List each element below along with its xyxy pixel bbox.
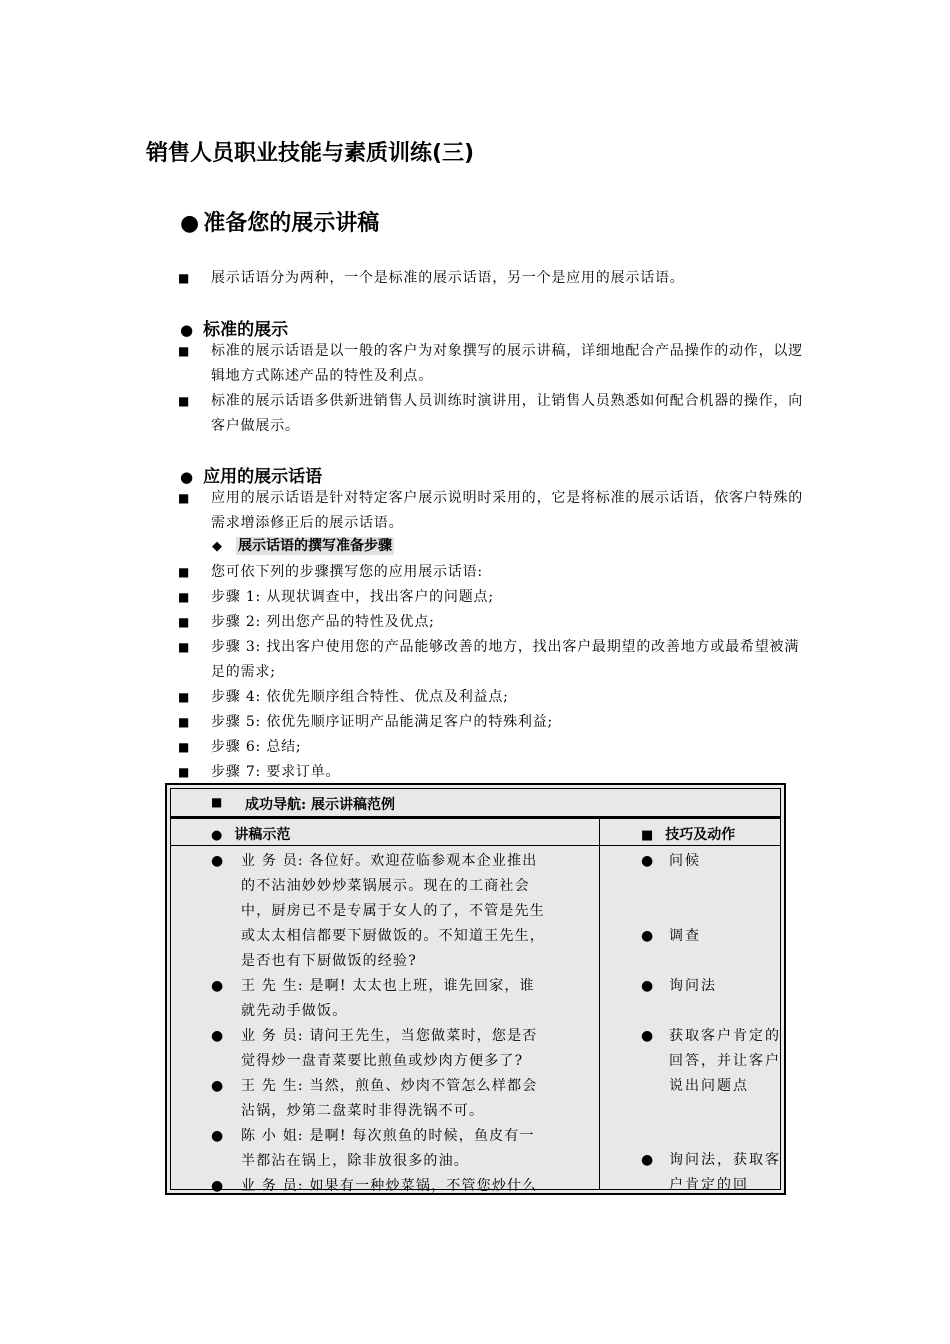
example-table	[165, 783, 786, 1195]
script-line-text: 王 先 生: 是啊! 太太也上班，谁先回家，谁	[241, 978, 535, 994]
step-item	[178, 760, 818, 785]
steps-title	[212, 535, 394, 555]
bullet-icon: ●	[211, 853, 224, 869]
script-line-text: 是否也有下厨做饭的经验?	[241, 953, 417, 969]
tip-text: 询问法，获取客户肯定的回	[669, 1152, 781, 1193]
script-line	[211, 1124, 596, 1149]
bullet-icon: ●	[641, 928, 654, 944]
square-bullet-icon: ■	[178, 394, 190, 408]
script-line-text: 就先动手做饭。	[241, 1003, 348, 1019]
bullet-icon: ●	[211, 1078, 224, 1094]
col-header-script-text: 讲稿示范	[234, 827, 291, 843]
standard-item-text: 标准的展示话语是以一般的客户为对象撰写的展示讲稿，详细地配合产品操作的动作，以逻辑地方式陈述产品的特性及利点。	[211, 343, 803, 384]
bullet-icon: ●	[641, 1028, 654, 1044]
bullet-icon: ●	[180, 321, 194, 339]
bullet-icon: ●	[641, 853, 654, 869]
script-line-text: 陈 小 姐: 是啊! 每次煎鱼的时候，鱼皮有一	[241, 1128, 535, 1144]
script-line	[211, 924, 596, 949]
bullet-icon: ●	[211, 1128, 224, 1144]
bullet-icon: ●	[211, 1028, 224, 1044]
standard-heading	[180, 315, 288, 340]
script-column	[211, 849, 596, 1199]
document-title: 销售人员职业技能与素质训练(三)	[146, 141, 475, 166]
step-text: 步骤 6: 总结;	[211, 739, 302, 755]
applied-item	[178, 486, 818, 536]
square-bullet-icon: ■	[178, 715, 190, 729]
square-bullet-icon: ■	[178, 690, 190, 704]
standard-item-text: 标准的展示话语多供新进销售人员训练时演讲用，让销售人员熟悉如何配合机器的操作，向客户做展示。	[211, 393, 803, 434]
table-title-rule	[171, 816, 780, 819]
square-bullet-icon: ■	[178, 740, 190, 754]
step-text: 步骤 1: 从现状调查中，找出客户的问题点;	[211, 589, 494, 605]
bullet-icon: ●	[641, 1152, 654, 1168]
step-item	[178, 635, 818, 685]
square-bullet-icon: ■	[178, 271, 190, 285]
applied-heading	[180, 462, 322, 487]
column-divider	[599, 819, 600, 1189]
col-header-tips	[641, 824, 735, 844]
tip-text: 获取客户肯定的回答，并让客户说出问题点	[669, 1028, 781, 1094]
script-line	[211, 1149, 596, 1174]
step-item	[178, 585, 818, 610]
step-text: 步骤 7: 要求订单。	[211, 764, 341, 780]
square-bullet-icon: ■	[211, 795, 223, 809]
table-header-rule	[171, 845, 780, 846]
script-line-text: 业 务 员: 如果有一种炒菜锅，不管您炒什么	[241, 1178, 538, 1194]
script-line-text: 半都沾在锅上，除非放很多的油。	[241, 1153, 469, 1169]
tip-item	[641, 974, 781, 999]
square-bullet-icon: ■	[178, 565, 190, 579]
applied-item-text: 应用的展示话语是针对特定客户展示说明时采用的，它是将标准的展示话语，依客户特殊的需求增添修正后的展示话语。	[211, 490, 803, 531]
intro-paragraph	[178, 266, 818, 291]
square-bullet-icon: ■	[178, 491, 190, 505]
intro-text: 展示话语分为两种，一个是标准的展示话语，另一个是应用的展示话语。	[211, 270, 685, 286]
step-item	[178, 735, 818, 760]
script-line	[211, 999, 596, 1024]
section-title	[180, 206, 379, 237]
script-line	[211, 1174, 596, 1199]
script-line	[211, 974, 596, 999]
script-line	[211, 849, 596, 874]
script-line	[211, 949, 596, 974]
step-text: 步骤 5: 依优先顺序证明产品能满足客户的特殊利益;	[211, 714, 554, 730]
tip-item	[641, 924, 781, 949]
square-bullet-icon: ■	[178, 590, 190, 604]
script-line-text: 中，厨房已不是专属于女人的了，不管是先生	[241, 903, 545, 919]
tip-text: 询问法	[669, 978, 717, 994]
standard-item	[178, 339, 818, 389]
script-line-text: 觉得炒一盘青菜要比煎鱼或炒肉方便多了?	[241, 1053, 524, 1069]
step-text: 步骤 2: 列出您产品的特性及优点;	[211, 614, 435, 630]
script-line-text: 王 先 生: 当然，煎鱼、炒肉不管怎么样都会	[241, 1078, 538, 1094]
step-text: 步骤 3: 找出客户使用您的产品能够改善的地方，找出客户最期望的改善地方或最希望被满足的需求;	[211, 639, 800, 680]
script-line	[211, 1024, 596, 1049]
steps-title-text: 展示话语的撰写准备步骤	[238, 538, 392, 554]
square-bullet-icon: ■	[178, 344, 190, 358]
tip-item	[641, 1024, 781, 1099]
script-line-text: 或太太相信都要下厨做饭的。不知道王先生，	[241, 928, 545, 944]
square-bullet-icon: ■	[178, 640, 190, 654]
tip-item	[641, 849, 781, 874]
bullet-icon: ●	[180, 211, 200, 236]
bullet-icon: ●	[211, 828, 223, 843]
col-header-script	[211, 824, 290, 844]
script-line	[211, 874, 596, 899]
table-title-text: 成功导航: 展示讲稿范例	[245, 797, 396, 813]
tip-item	[641, 1148, 781, 1198]
square-bullet-icon: ■	[178, 615, 190, 629]
section-title-text: 准备您的展示讲稿	[203, 211, 380, 236]
bullet-icon: ●	[180, 468, 194, 486]
step-item	[178, 710, 818, 735]
script-line	[211, 899, 596, 924]
bullet-icon: ●	[211, 1178, 224, 1194]
script-line	[211, 1099, 596, 1124]
script-line	[211, 1049, 596, 1074]
step-text: 步骤 4: 依优先顺序组合特性、优点及利益点;	[211, 689, 509, 705]
step-item	[178, 610, 818, 635]
step-item	[178, 685, 818, 710]
diamond-bullet-icon: ◆	[212, 539, 222, 554]
bullet-icon: ●	[211, 978, 224, 994]
script-line	[211, 1074, 596, 1099]
applied-heading-text: 应用的展示话语	[203, 467, 323, 487]
square-bullet-icon: ■	[641, 828, 654, 843]
bullet-icon: ●	[641, 978, 654, 994]
tip-text: 问候	[669, 853, 701, 869]
square-bullet-icon: ■	[178, 765, 190, 779]
standard-heading-text: 标准的展示	[203, 320, 289, 340]
script-line-text: 业 务 员: 各位好。欢迎莅临参观本企业推出	[241, 853, 538, 869]
script-line-text: 沾锅，炒第二盘菜时非得洗锅不可。	[241, 1103, 485, 1119]
col-header-tips-text: 技巧及动作	[665, 827, 736, 843]
standard-item	[178, 389, 818, 439]
step-item	[178, 560, 818, 585]
table-title	[171, 789, 780, 817]
example-table-frame	[170, 788, 781, 1194]
tip-text: 调查	[669, 928, 701, 944]
step-text: 您可依下列的步骤撰写您的应用展示话语:	[211, 564, 483, 580]
script-line-text: 的不沾油妙妙炒菜锅展示。现在的工商社会	[241, 878, 530, 894]
script-line-text: 业 务 员: 请问王先生，当您做菜时，您是否	[241, 1028, 538, 1044]
